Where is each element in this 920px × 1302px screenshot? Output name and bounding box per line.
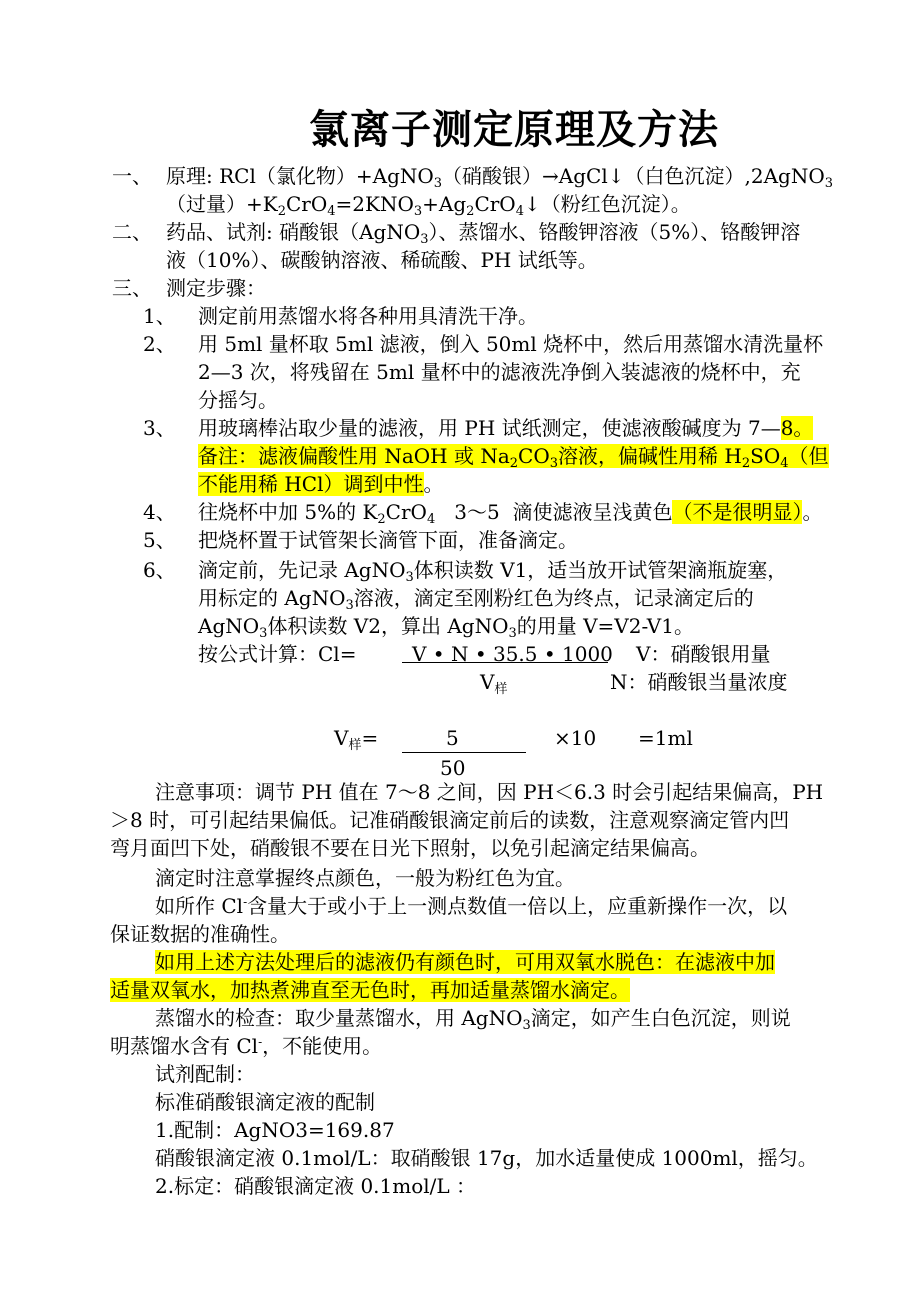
- step-2-number: 2、: [143, 332, 176, 356]
- step-4-text: 往烧杯中加 5%的 $K_2CrO_4$ 3～5 滴使滤液呈浅黄色（不是很明显）。: [198, 500, 823, 527]
- note-5-line-2: 明蒸馏水含有 Cl-，不能使用。: [110, 1034, 383, 1058]
- section-2-line-2: 液（10%）、碳酸钠溶液、稀硫酸、PH 试纸等。: [166, 248, 598, 272]
- formula-2-lhs: $V_样=$: [334, 726, 379, 753]
- formula-1-note-v: V：硝酸银用量: [636, 642, 771, 666]
- section-1-number: 一、: [112, 164, 152, 188]
- highlight: 备注：滤液偏酸性用 NaOH 或 $Na_2CO_3$溶液，偏碱性用稀 $H_2SO_4$（但: [198, 444, 829, 471]
- formula-1-numerator: V • N • 35.5 • 1000: [412, 642, 613, 666]
- formula-1-note-n: N：硝酸银当量浓度: [610, 670, 788, 694]
- step-5-text: 把烧杯置于试管架长滴管下面，准备滴定。: [198, 528, 578, 552]
- step-1-number: 1、: [143, 304, 176, 328]
- reagent-subheading: 标准硝酸银滴定液的配制: [155, 1090, 375, 1114]
- formula-1-lead: 按公式计算：Cl=: [198, 642, 357, 666]
- formula-1-fraction-bar: [402, 662, 608, 663]
- note-1-line-1: 注意事项：调节 PH 值在 7～8 之间，因 PH＜6.3 时会引起结果偏高，PH: [155, 780, 824, 804]
- reagent-prep: 1.配制：AgNO3=169.87: [155, 1118, 395, 1142]
- step-6-line-1: 滴定前，先记录 AgNO$_3$体积读数 V1，适当放开试管架滴瓶旋塞，: [198, 558, 788, 585]
- step-2-line-2: 2—3 次，将残留在 5ml 量杯中的滤液洗净倒入装滤液的烧杯中，充: [198, 360, 801, 384]
- note-3-line-1: 如所作 Cl-含量大于或小于上一测点数值一倍以上，应重新操作一次，以: [155, 894, 788, 918]
- section-3-number: 三、: [112, 276, 152, 300]
- step-3-line-2: [198, 442, 829, 470]
- highlight: 适量双氧水，加热煮沸直至无色时，再加适量蒸馏水滴定。: [110, 978, 630, 1002]
- step-1-text: 测定前用蒸馏水将各种用具清洗干净。: [198, 304, 538, 328]
- formula-2-denominator: 50: [440, 756, 466, 780]
- step-2-line-1: 用 5ml 量杯取 5ml 滤液，倒入 50ml 烧杯中，然后用蒸馏水清洗量杯: [198, 332, 824, 356]
- formula-2-times: ×10: [554, 726, 597, 750]
- highlight: （不是很明显）: [672, 500, 803, 524]
- section-1-line-2: （过量）$+K_2CrO_4=2KNO_3+Ag_2CrO_4↓$（粉红色沉淀）。: [166, 192, 691, 219]
- formula-2-numerator: 5: [446, 726, 459, 750]
- step-3-line-3: 不能用稀 HCl）调到中性。: [198, 472, 444, 496]
- section-1-line-1: 原理: RCl（氯化物）+AgNO$_3$（硝酸银）→AgCl↓（白色沉淀）,2AgNO$_3$: [166, 164, 834, 191]
- note-4-line-2: [110, 976, 630, 1004]
- note-2: 滴定时注意掌握终点颜色，一般为粉红色为宜。: [155, 866, 575, 890]
- note-1-line-3: 弯月面凹下处，硝酸银不要在日光下照射，以免引起滴定结果偏高。: [110, 836, 710, 860]
- formula-1-denominator: $V_样$: [480, 670, 508, 697]
- note-1-line-2: ＞8 时，可引起结果偏低。记准硝酸银滴定前后的读数，注意观察滴定管内凹: [110, 808, 790, 832]
- section-2-number: 二、: [112, 220, 152, 244]
- reagent-solution: 硝酸银滴定液 0.1mol/L：取硝酸银 17g，加水适量使成 1000ml，摇匀。: [155, 1146, 818, 1170]
- step-3-number: 3、: [143, 416, 176, 440]
- note-4-line-1: [155, 948, 775, 976]
- highlight: 如用上述方法处理后的滤液仍有颜色时，可用双氧水脱色：在滤液中加: [155, 950, 775, 974]
- section-2-label: 药品、试剂:: [166, 220, 273, 244]
- section-2-line-1: 药品、试剂: 硝酸银（AgNO$_3$）、蒸馏水、铬酸钾溶液（5%）、铬酸钾溶: [166, 220, 801, 247]
- step-6-line-2: 用标定的 AgNO$_3$溶液，滴定至刚粉红色为终点，记录滴定后的: [198, 586, 754, 613]
- step-4-number: 4、: [143, 500, 176, 524]
- reagent-heading: 试剂配制：: [155, 1062, 255, 1086]
- step-6-line-3: AgNO$_3$体积读数 V2，算出 AgNO$_3$的用量 V=V2-V1。: [198, 614, 694, 641]
- step-6-number: 6、: [143, 558, 176, 582]
- highlight: 不能用稀 HCl）调到中性: [198, 472, 424, 496]
- note-3-line-2: 保证数据的准确性。: [110, 922, 290, 946]
- formula-2-result: =1ml: [638, 726, 693, 750]
- reagent-calibration: 2.标定：硝酸银滴定液 0.1mol/L ：: [155, 1174, 477, 1198]
- document-title: 氯离子测定原理及方法: [309, 106, 719, 153]
- step-2-line-3: 分摇匀。: [198, 388, 278, 412]
- step-3-line-1: 用玻璃棒沾取少量的滤液，用 PH 试纸测定，使滤液酸碱度为 7—8。: [198, 416, 814, 440]
- note-5-line-1: 蒸馏水的检查：取少量蒸馏水，用 AgNO$_3$滴定，如产生白色沉淀，则说: [155, 1006, 791, 1033]
- highlight: 8。: [780, 416, 814, 440]
- formula-2-fraction-bar: [402, 752, 526, 753]
- section-3-label: 测定步骤：: [166, 276, 266, 300]
- section-1-label: 原理:: [166, 164, 213, 188]
- step-5-number: 5、: [143, 528, 176, 552]
